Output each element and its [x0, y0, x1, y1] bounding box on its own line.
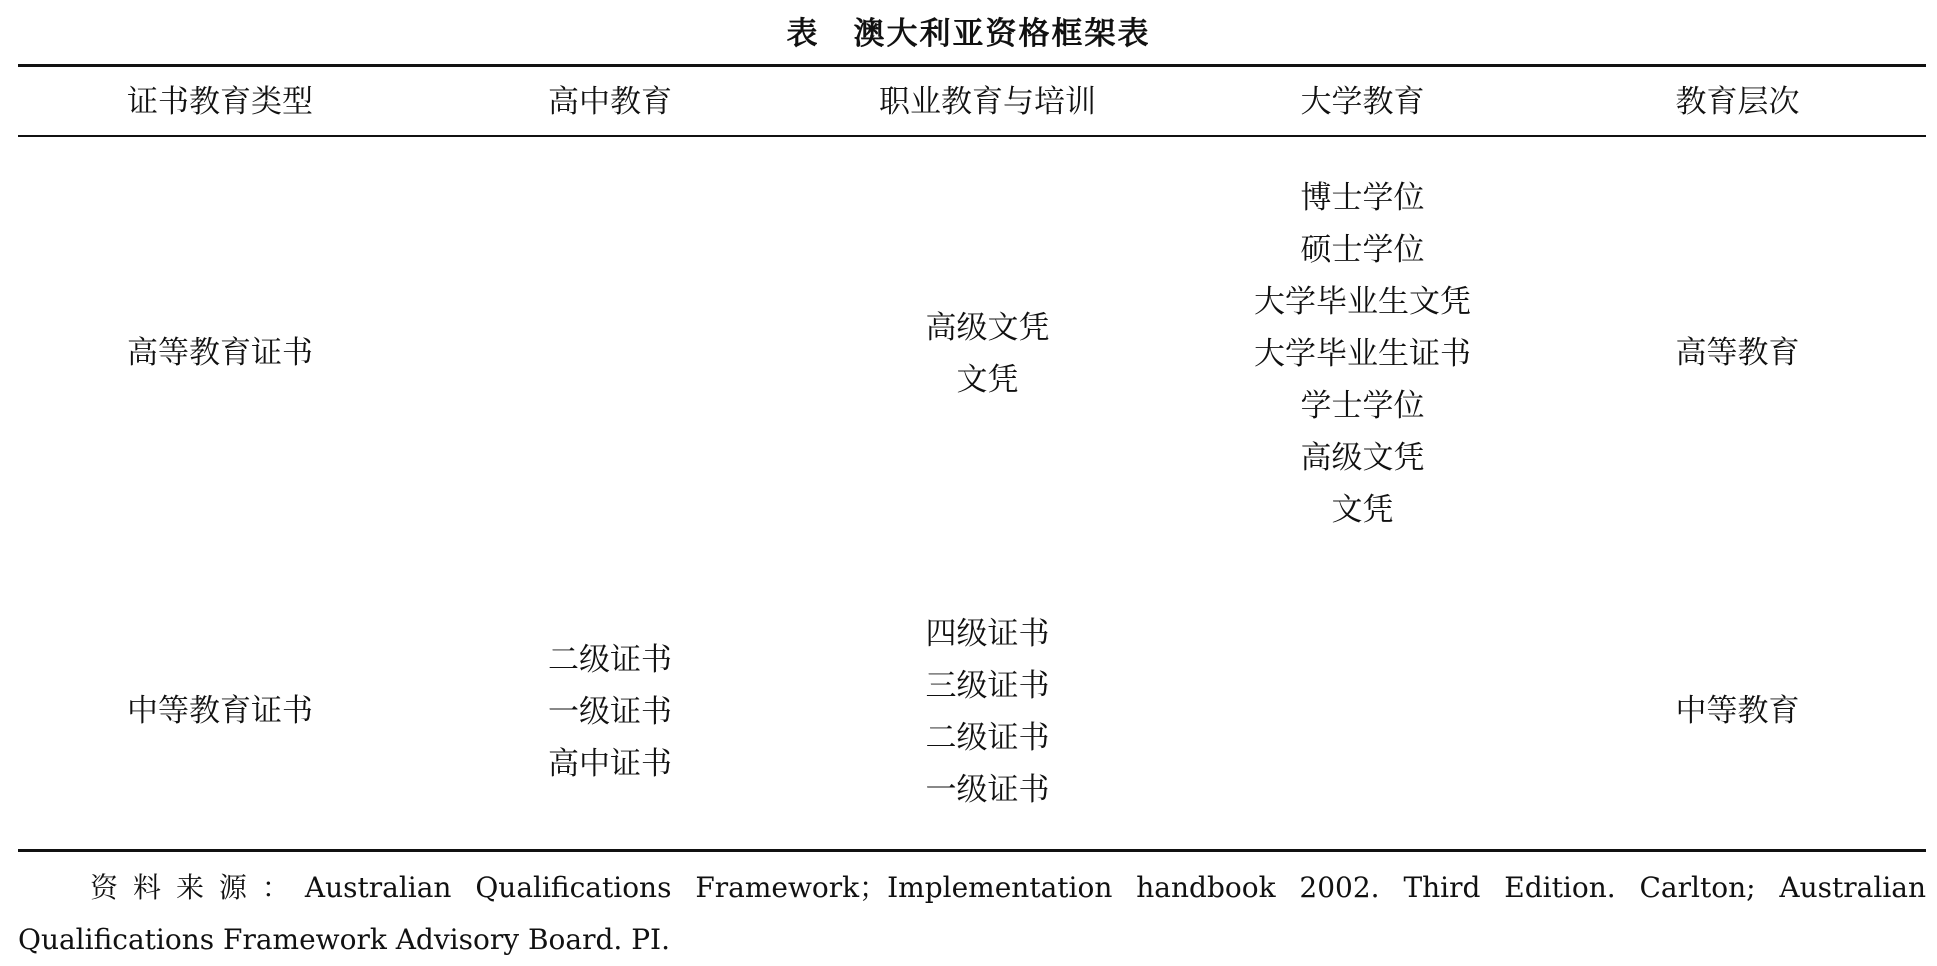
- table-bottom-rule: [18, 849, 1926, 852]
- header-vet: 职业教育与培训: [879, 84, 1096, 120]
- table-title-prefix: 表: [786, 16, 820, 52]
- header-university: 大学教育: [1300, 84, 1425, 120]
- row-higher-university: [1175, 172, 1550, 536]
- table-cell-line: 高级文凭: [925, 310, 1050, 346]
- table-title: [0, 12, 1937, 56]
- table-cell-line: 高级文凭: [1300, 440, 1425, 476]
- table-cell-line: 二级证书: [925, 720, 1050, 756]
- row-higher-vet: [800, 302, 1175, 406]
- row-secondary-level: 中等教育: [1675, 693, 1800, 729]
- table-cell-line: 大学毕业生证书: [1254, 336, 1471, 372]
- row-higher-cert-type: 高等教育证书: [127, 335, 313, 371]
- table-cell-line: 三级证书: [925, 668, 1050, 704]
- table-cell-line: 博士学位: [1300, 180, 1425, 216]
- table-cell-line: 大学毕业生文凭: [1254, 284, 1471, 320]
- table-cell-line: 一级证书: [548, 694, 672, 730]
- table-header-rule: [18, 135, 1926, 137]
- header-education-level: 教育层次: [1675, 84, 1800, 120]
- table-cell-line: 四级证书: [925, 616, 1050, 652]
- table-top-rule: [18, 64, 1926, 67]
- source-note: 资料来源：Australian Qualifications Framework；Implementation handbook 2002. Third Edition. Carlton; Australian Qualifications Framework Advisory Board. PI.: [18, 871, 1926, 956]
- table-cell-line: 文凭: [956, 362, 1019, 398]
- table-cell-line: 高中证书: [548, 746, 672, 782]
- row-higher-level: 高等教育: [1675, 335, 1800, 371]
- table-cell-line: 学士学位: [1300, 388, 1425, 424]
- row-secondary-cert-type: 中等教育证书: [127, 693, 313, 729]
- table-cell-line: 二级证书: [548, 642, 672, 678]
- table-title-text: 澳大利亚资格框架表: [853, 16, 1151, 52]
- header-high-school: 高中教育: [548, 84, 672, 120]
- header-cert-type: 证书教育类型: [127, 84, 313, 120]
- table-cell-line: 文凭: [1331, 492, 1394, 528]
- row-secondary-high-school: [420, 634, 800, 790]
- table-cell-line: 一级证书: [925, 772, 1050, 808]
- row-secondary-vet: [800, 608, 1175, 816]
- table-cell-line: 硕士学位: [1300, 232, 1425, 268]
